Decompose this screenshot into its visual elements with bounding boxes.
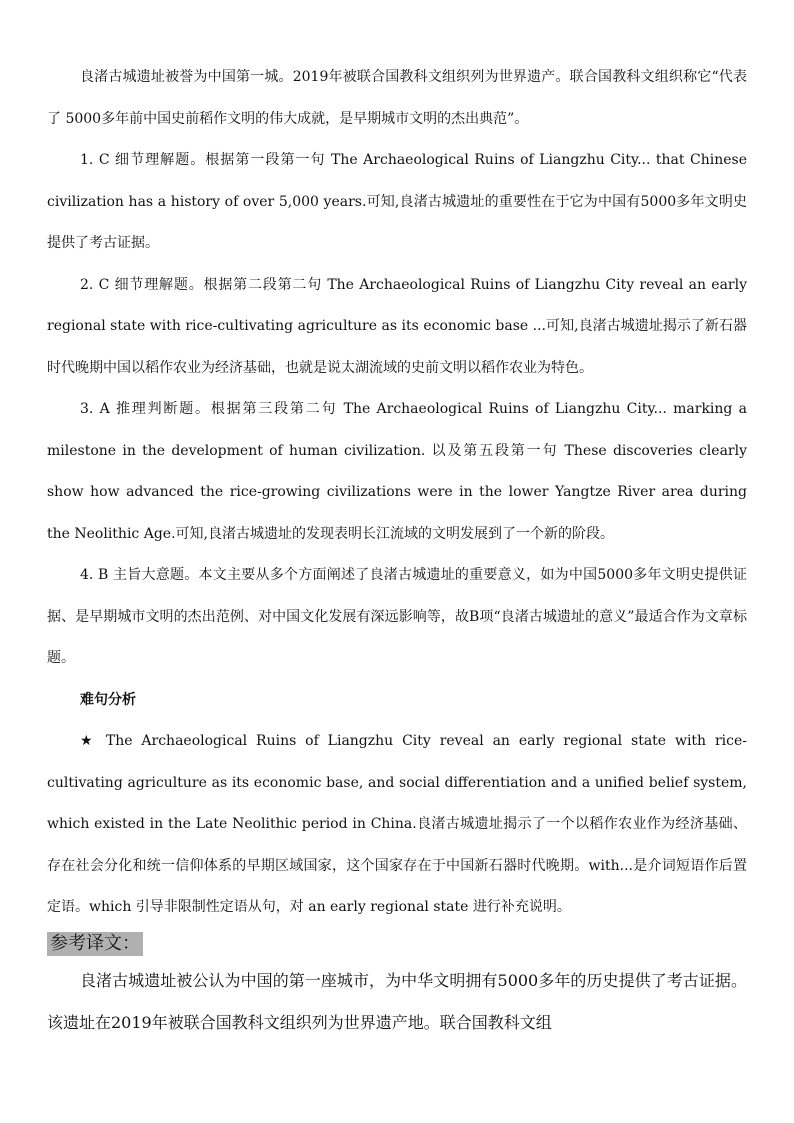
answer-3-explanation: 3. A 推理判断题。根据第三段第二句 The Archaeological Ruins of Liangzhu City... marking a milestone in the development of human civilization. 以及第五段第一句 These discoveries clearly show how advanced the rice-growing civilizations were in the lower Yangtze River area during the Neolithic Age.可知,良渚古城遗址的发现表明长江流域的文明发展到了一个新的阶段。: [47, 401, 747, 542]
reference-translation-title: 参考译文：: [47, 932, 143, 956]
difficult-sentence-heading: 难句分析: [80, 691, 136, 708]
answer-1-explanation: 1. C 细节理解题。根据第一段第一句 The Archaeological Ruins of Liangzhu City... that Chinese civilization has a history of over 5,000 years.可知,良渚古城遗址的重要性在于它为中国有5000多年文明史提供了考古证据。: [47, 152, 747, 251]
reference-translation-title-wrap: [47, 932, 747, 958]
answer-4-explanation: 4. B 主旨大意题。本文主要从多个方面阐述了良渚古城遗址的重要意义，如为中国5000多年文明史提供证据、是早期城市文明的杰出范例、对中国文化发展有深远影响等，故B项“良渚古城遗址的意义”最适合作为文章标题。: [47, 567, 747, 666]
document-page: [47, 57, 747, 1044]
reference-translation-paragraph: 良渚古城遗址被公认为中国的第一座城市，为中华文明拥有5000多年的历史提供了考古证据。该遗址在2019年被联合国教科文组织列为世界遗产地。联合国教科文组: [47, 970, 747, 1032]
answer-2-explanation: 2. C 细节理解题。根据第二段第二句 The Archaeological Ruins of Liangzhu City reveal an early regional state with rice-cultivating agriculture as its economic base ...可知,良渚古城遗址揭示了新石器时代晚期中国以稻作农业为经济基础，也就是说太湖流域的史前文明以稻作农业为特色。: [47, 276, 747, 376]
intro-paragraph: 良渚古城遗址被誉为中国第一城。2019年被联合国教科文组织列为世界遗产。联合国教科文组织称它“代表了 5000多年前中国史前稻作文明的伟大成就，是早期城市文明的杰出典范”。: [47, 69, 747, 127]
difficult-sentence-analysis: ★ The Archaeological Ruins of Liangzhu City reveal an early regional state with rice-cultivating agriculture as its economic base, and social differentiation and a unified belief system, which existed in the Late Neolithic period in China.良渚古城遗址揭示了一个以稻作农业作为经济基础、存在社会分化和统一信仰体系的早期区域国家，这个国家存在于中国新石器时代晚期。with...是介词短语作后置定语。which 引导非限制性定语从句，对 an early regional state 进行补充说明。: [47, 733, 747, 915]
